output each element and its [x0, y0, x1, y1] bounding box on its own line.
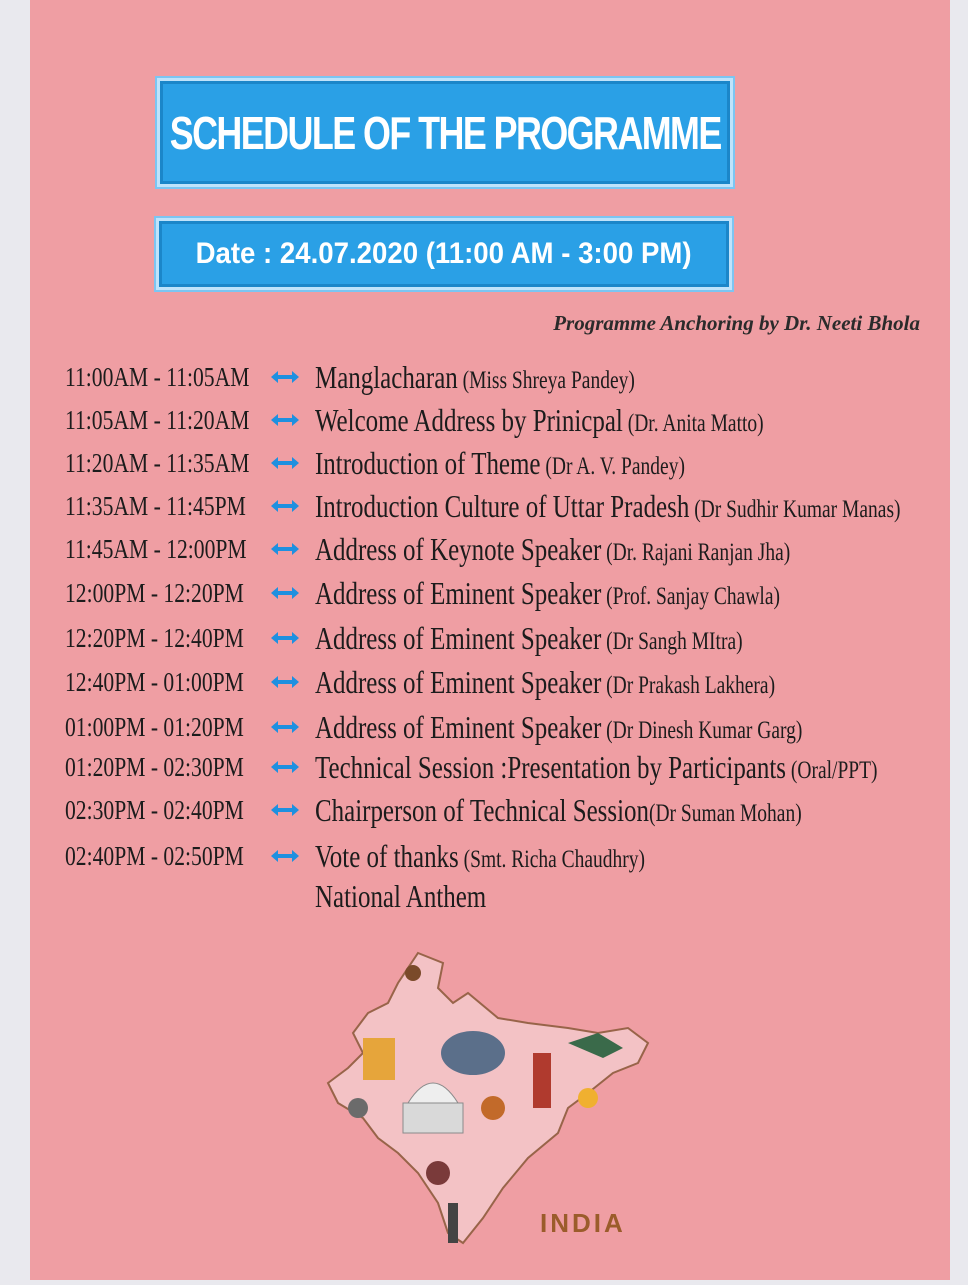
- schedule-row: [30, 398, 950, 442]
- speaker-name: (Dr Sudhir Kumar Manas): [689, 495, 901, 523]
- speaker-name: (Oral/PPT): [786, 756, 878, 784]
- schedule-item: [315, 664, 775, 701]
- schedule-time: 11:20AM - 11:35AM: [65, 447, 250, 478]
- page-title: SCHEDULE OF THE PROGRAMME: [169, 106, 721, 159]
- schedule-item: [315, 749, 878, 786]
- schedule-row: [30, 660, 950, 704]
- event-name: Address of Eminent Speaker: [315, 708, 602, 745]
- schedule-item: [315, 488, 901, 525]
- speaker-name: (Prof. Sanjay Chawla): [601, 582, 780, 610]
- double-arrow-icon: [270, 412, 300, 428]
- double-arrow-icon: [270, 498, 300, 514]
- schedule-time: 11:35AM - 11:45PM: [65, 490, 246, 521]
- double-arrow-icon: [270, 759, 300, 775]
- schedule-row: [30, 527, 950, 571]
- event-name: Address of Eminent Speaker: [315, 619, 602, 656]
- speaker-name: (Dr Dinesh Kumar Garg): [601, 716, 803, 744]
- speaker-name: (Miss Shreya Pandey): [457, 366, 635, 394]
- schedule-time: 12:40PM - 01:00PM: [65, 666, 244, 697]
- double-arrow-icon: [270, 369, 300, 385]
- national-anthem: National Anthem: [315, 878, 487, 914]
- event-name: Manglacharan: [315, 358, 458, 395]
- schedule-row: [30, 441, 950, 485]
- schedule-time: 11:00AM - 11:05AM: [65, 361, 250, 392]
- double-arrow-icon: [270, 585, 300, 601]
- anchoring-credit: Programme Anchoring by Dr. Neeti Bhola: [553, 311, 920, 335]
- schedule-item: [315, 709, 802, 746]
- schedule-item: [315, 531, 790, 568]
- event-name: Introduction Culture of Uttar Pradesh: [315, 487, 690, 524]
- schedule-item: [315, 838, 645, 875]
- title-banner: [155, 76, 735, 189]
- schedule-row: [30, 788, 950, 832]
- schedule-time: 01:00PM - 01:20PM: [65, 711, 244, 742]
- schedule-item: [315, 359, 635, 396]
- speaker-name: (Dr. Anita Matto): [622, 409, 764, 437]
- event-name: Technical Session :Presentation by Participants: [315, 748, 787, 785]
- schedule-time: 01:20PM - 02:30PM: [65, 751, 244, 782]
- date-banner: [154, 216, 734, 292]
- double-arrow-icon: [270, 630, 300, 646]
- speaker-name: (Dr Sangh MItra): [601, 627, 743, 655]
- schedule-item: [315, 792, 802, 829]
- india-logo-text: INDIA: [540, 1208, 626, 1238]
- schedule-item: [315, 445, 685, 482]
- schedule-row: [30, 745, 950, 789]
- schedule-row: [30, 616, 950, 660]
- speaker-name: (Dr A. V. Pandey): [540, 452, 685, 480]
- event-name: Introduction of Theme: [315, 444, 541, 481]
- schedule-time: 02:30PM - 02:40PM: [65, 794, 244, 825]
- schedule-item: [315, 402, 764, 439]
- event-name: Vote of thanks: [315, 837, 459, 874]
- india-map-illustration: [268, 933, 718, 1280]
- double-arrow-icon: [270, 719, 300, 735]
- schedule-time: 12:00PM - 12:20PM: [65, 577, 244, 608]
- schedule-row: [30, 484, 950, 528]
- event-name: Address of Keynote Speaker: [315, 530, 602, 567]
- event-name: Welcome Address by Prinicpal: [315, 401, 623, 438]
- speaker-name: (Dr Suman Mohan): [648, 799, 802, 827]
- event-date: Date : 24.07.2020 (11:00 AM - 3:00 PM): [195, 237, 692, 270]
- schedule-time: 11:45AM - 12:00PM: [65, 533, 247, 564]
- schedule-row: [30, 571, 950, 615]
- event-name: Chairperson of Technical Session: [315, 791, 649, 828]
- schedule-item: [315, 575, 780, 612]
- schedule-row: [30, 705, 950, 749]
- schedule-time: 02:40PM - 02:50PM: [65, 840, 244, 871]
- schedule-row: [30, 834, 950, 878]
- double-arrow-icon: [270, 541, 300, 557]
- speaker-name: (Dr Prakash Lakhera): [601, 671, 776, 699]
- speaker-name: (Smt. Richa Chaudhry): [458, 845, 646, 873]
- double-arrow-icon: [270, 455, 300, 471]
- event-name: Address of Eminent Speaker: [315, 663, 602, 700]
- schedule-time: 12:20PM - 12:40PM: [65, 622, 244, 653]
- schedule-time: 11:05AM - 11:20AM: [65, 404, 250, 435]
- poster: [30, 0, 950, 1280]
- event-name: Address of Eminent Speaker: [315, 574, 602, 611]
- double-arrow-icon: [270, 674, 300, 690]
- double-arrow-icon: [270, 848, 300, 864]
- double-arrow-icon: [270, 802, 300, 818]
- speaker-name: (Dr. Rajani Ranjan Jha): [601, 538, 791, 566]
- schedule-item: [315, 620, 743, 657]
- schedule-row: [30, 355, 950, 399]
